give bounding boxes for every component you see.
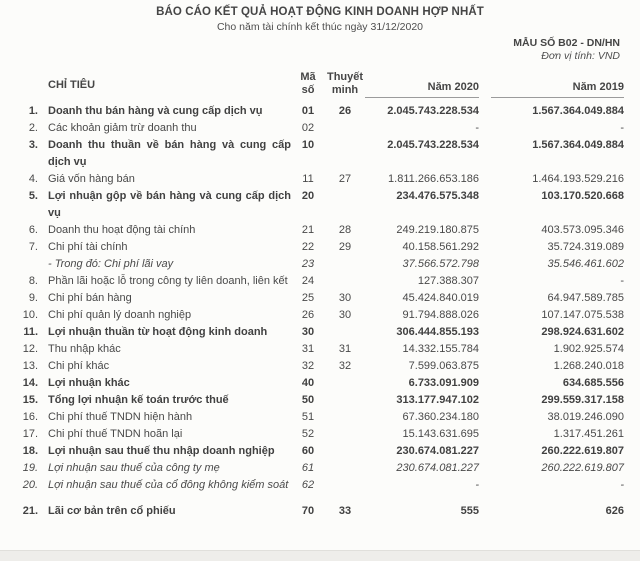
row-value-2020: 1.811.266.653.186 bbox=[388, 173, 479, 185]
row-number: 18. bbox=[22, 445, 38, 457]
row-label: Chi phí thuế TNDN hiện hành bbox=[48, 411, 193, 423]
row-value-2019: 299.559.317.158 bbox=[541, 394, 624, 406]
row-label: Giá vốn hàng bán bbox=[48, 173, 135, 185]
table-row bbox=[0, 307, 640, 324]
row-value-2020: - bbox=[475, 122, 479, 134]
row-note: 30 bbox=[338, 292, 352, 304]
table-row bbox=[0, 103, 640, 120]
row-label: Lợi nhuận khác bbox=[48, 377, 130, 389]
row-code: 40 bbox=[301, 377, 315, 389]
row-label: Doanh thu thuần về bán hàng và cung cấp dịch vụ bbox=[48, 139, 291, 168]
table-row bbox=[0, 239, 640, 256]
table-row bbox=[0, 290, 640, 307]
row-value-2019: - bbox=[620, 122, 624, 134]
row-value-2019: 260.222.619.807 bbox=[541, 462, 624, 474]
table-row bbox=[0, 256, 640, 273]
row-label: Lợi nhuận thuần từ hoạt động kinh doanh bbox=[48, 326, 268, 338]
row-note: 29 bbox=[338, 241, 352, 253]
row-value-2020: 15.143.631.695 bbox=[402, 428, 479, 440]
row-code: 52 bbox=[301, 428, 315, 440]
row-number: 13. bbox=[22, 360, 38, 372]
document-subtitle: Cho năm tài chính kết thúc ngày 31/12/2020 bbox=[216, 21, 424, 33]
row-code: 01 bbox=[301, 105, 315, 117]
row-value-2020: 230.674.081.227 bbox=[396, 462, 479, 474]
table-header-row bbox=[0, 71, 640, 98]
row-label: Lãi cơ bản trên cổ phiếu bbox=[48, 505, 176, 517]
row-code: 20 bbox=[301, 190, 315, 202]
row-number: 5. bbox=[28, 190, 38, 202]
row-number: 9. bbox=[28, 292, 38, 304]
row-value-2020: 37.566.572.798 bbox=[402, 258, 479, 270]
row-number: 11. bbox=[23, 326, 38, 338]
table-row bbox=[0, 120, 640, 137]
income-statement-table bbox=[0, 71, 640, 520]
row-number: 21. bbox=[22, 505, 38, 517]
row-number: 19. bbox=[22, 462, 38, 474]
row-label: Phần lãi hoặc lỗ trong công ty liên doanh, liên kết bbox=[48, 275, 288, 287]
table-row bbox=[0, 477, 640, 494]
row-value-2019: 634.685.556 bbox=[562, 377, 624, 389]
row-value-2020: 2.045.743.228.534 bbox=[387, 105, 479, 117]
row-value-2019: - bbox=[620, 275, 624, 287]
row-label: Thu nhập khác bbox=[48, 343, 121, 355]
row-label: Tổng lợi nhuận kế toán trước thuế bbox=[48, 394, 229, 406]
row-number: 1. bbox=[28, 105, 38, 117]
row-code: 32 bbox=[301, 360, 315, 372]
row-note: 32 bbox=[338, 360, 352, 372]
table-row bbox=[0, 222, 640, 239]
row-note bbox=[325, 137, 365, 171]
row-code: 61 bbox=[301, 462, 315, 474]
table-row bbox=[0, 443, 640, 460]
row-code: 26 bbox=[301, 309, 315, 321]
table-row bbox=[0, 375, 640, 392]
row-value-2019: 64.947.589.785 bbox=[547, 292, 624, 304]
row-number: 20. bbox=[22, 479, 38, 491]
row-label: Doanh thu bán hàng và cung cấp dịch vụ bbox=[48, 105, 263, 117]
table-body bbox=[0, 103, 640, 520]
row-value-2019: 35.546.461.602 bbox=[547, 258, 624, 270]
row-code: 02 bbox=[301, 122, 315, 134]
row-value-2020: 555 bbox=[460, 505, 479, 517]
table-row bbox=[0, 341, 640, 358]
row-note: 28 bbox=[338, 224, 352, 236]
row-note bbox=[325, 324, 365, 341]
row-code: 51 bbox=[301, 411, 315, 423]
row-number: 3. bbox=[28, 139, 38, 151]
row-value-2019: 260.222.619.807 bbox=[541, 445, 624, 457]
table-row bbox=[0, 460, 640, 477]
row-note bbox=[325, 409, 365, 426]
row-label: Lợi nhuận gộp về bán hàng và cung cấp dịch vụ bbox=[48, 190, 291, 219]
table-row bbox=[0, 273, 640, 290]
row-number: 8. bbox=[28, 275, 38, 287]
row-number bbox=[16, 256, 41, 273]
page-scan-edge bbox=[0, 550, 640, 561]
row-label: Chi phí quản lý doanh nghiệp bbox=[48, 309, 192, 321]
row-number: 4. bbox=[28, 173, 38, 185]
column-header-code-line2: số bbox=[301, 83, 315, 96]
row-number: 17. bbox=[22, 428, 38, 440]
row-code: 50 bbox=[301, 394, 315, 406]
row-label: Lợi nhuận sau thuế thu nhập doanh nghiệp bbox=[48, 445, 275, 457]
table-row bbox=[0, 137, 640, 171]
column-header-note-line2: minh bbox=[331, 83, 359, 96]
row-number: 7. bbox=[28, 241, 38, 253]
column-header-note-line1: Thuyết bbox=[326, 71, 364, 83]
row-value-2020: 7.599.063.875 bbox=[408, 360, 479, 372]
row-value-2020: - bbox=[475, 479, 479, 491]
row-note bbox=[325, 460, 365, 477]
row-value-2020: 230.674.081.227 bbox=[396, 445, 479, 457]
column-header-year-2019: Năm 2019 bbox=[491, 81, 624, 98]
row-value-2019: 626 bbox=[605, 505, 624, 517]
row-note: 31 bbox=[338, 343, 352, 355]
row-number: 14. bbox=[22, 377, 38, 389]
row-number: 12. bbox=[22, 343, 38, 355]
row-value-2020: 2.045.743.228.534 bbox=[387, 139, 479, 151]
row-value-2020: 91.794.888.026 bbox=[402, 309, 479, 321]
column-header-code bbox=[291, 71, 325, 98]
row-label: Doanh thu hoạt động tài chính bbox=[48, 224, 196, 236]
row-label: Chi phí khác bbox=[48, 360, 110, 372]
row-value-2020: 234.476.575.348 bbox=[396, 190, 479, 202]
row-label: Chi phí thuế TNDN hoãn lại bbox=[48, 428, 183, 440]
row-value-2019: 1.464.193.529.216 bbox=[532, 173, 624, 185]
row-note bbox=[325, 273, 365, 290]
row-value-2019: 107.147.075.538 bbox=[541, 309, 624, 321]
form-code: MẪU SỐ B02 - DN/HN bbox=[513, 37, 620, 49]
row-code: 70 bbox=[301, 505, 315, 517]
table-row bbox=[0, 358, 640, 375]
row-label: Lợi nhuận sau thuế của công ty mẹ bbox=[48, 462, 220, 474]
row-value-2019: 298.924.631.602 bbox=[541, 326, 624, 338]
row-note: 30 bbox=[338, 309, 352, 321]
row-value-2020: 14.332.155.784 bbox=[402, 343, 479, 355]
row-value-2020: 45.424.840.019 bbox=[402, 292, 479, 304]
row-code: 30 bbox=[301, 326, 315, 338]
row-value-2019: 103.170.520.668 bbox=[541, 190, 624, 202]
row-value-2019: 1.317.451.261 bbox=[553, 428, 624, 440]
column-header-code-line1: Mã bbox=[300, 71, 316, 83]
table-row bbox=[0, 188, 640, 222]
row-note bbox=[325, 477, 365, 494]
row-note: 33 bbox=[338, 505, 352, 517]
row-value-2020: 40.158.561.292 bbox=[402, 241, 479, 253]
row-note: 26 bbox=[338, 105, 352, 117]
currency-unit-label: Đơn vị tính: VND bbox=[541, 50, 620, 62]
row-value-2019: 403.573.095.346 bbox=[541, 224, 624, 236]
row-label: Chi phí tài chính bbox=[48, 241, 128, 253]
row-value-2019: 1.902.925.574 bbox=[553, 343, 624, 355]
row-label: Các khoản giảm trừ doanh thu bbox=[48, 122, 197, 134]
column-header-criteria: CHỈ TIÊU bbox=[48, 79, 96, 91]
row-code: 31 bbox=[301, 343, 315, 355]
row-code: 25 bbox=[301, 292, 315, 304]
row-number: 15. bbox=[22, 394, 38, 406]
row-value-2019: 38.019.246.090 bbox=[547, 411, 624, 423]
row-note bbox=[325, 256, 365, 273]
column-header-year-2020: Năm 2020 bbox=[365, 81, 479, 98]
row-note: 27 bbox=[338, 173, 352, 185]
row-code: 10 bbox=[301, 139, 315, 151]
table-row bbox=[0, 324, 640, 341]
table-row bbox=[0, 426, 640, 443]
row-code: 23 bbox=[301, 258, 315, 270]
row-code: 24 bbox=[301, 275, 315, 287]
row-note bbox=[325, 120, 365, 137]
row-value-2020: 6.733.091.909 bbox=[408, 377, 479, 389]
column-header-note bbox=[325, 71, 365, 98]
row-number: 10. bbox=[22, 309, 38, 321]
row-label: Lợi nhuận sau thuế của cổ đông không kiểm soát bbox=[48, 479, 289, 491]
row-note bbox=[325, 375, 365, 392]
row-value-2020: 67.360.234.180 bbox=[402, 411, 479, 423]
row-value-2019: 1.268.240.018 bbox=[553, 360, 624, 372]
document-title: BÁO CÁO KẾT QUẢ HOẠT ĐỘNG KINH DOANH HỢP NHẤT bbox=[156, 6, 484, 18]
table-row bbox=[0, 392, 640, 409]
row-note bbox=[325, 426, 365, 443]
row-value-2019: 35.724.319.089 bbox=[547, 241, 624, 253]
row-label: - Trong đó: Chi phí lãi vay bbox=[48, 258, 174, 270]
table-row bbox=[0, 503, 640, 520]
row-value-2019: 1.567.364.049.884 bbox=[532, 105, 624, 117]
row-value-2019: - bbox=[620, 479, 624, 491]
row-value-2020: 249.219.180.875 bbox=[396, 224, 479, 236]
row-value-2020: 313.177.947.102 bbox=[396, 394, 479, 406]
row-number: 2. bbox=[28, 122, 38, 134]
row-value-2020: 306.444.855.193 bbox=[396, 326, 479, 338]
row-code: 60 bbox=[301, 445, 315, 457]
row-value-2020: 127.388.307 bbox=[417, 275, 479, 287]
row-note bbox=[325, 392, 365, 409]
row-code: 21 bbox=[301, 224, 315, 236]
row-note bbox=[325, 188, 365, 222]
row-value-2019: 1.567.364.049.884 bbox=[532, 139, 624, 151]
row-number: 6. bbox=[28, 224, 38, 236]
row-number: 16. bbox=[22, 411, 38, 423]
table-row bbox=[0, 171, 640, 188]
table-row bbox=[0, 409, 640, 426]
row-label: Chi phí bán hàng bbox=[48, 292, 132, 304]
row-code: 11 bbox=[302, 173, 314, 185]
row-code: 22 bbox=[301, 241, 315, 253]
row-code: 62 bbox=[301, 479, 315, 491]
row-note bbox=[325, 443, 365, 460]
